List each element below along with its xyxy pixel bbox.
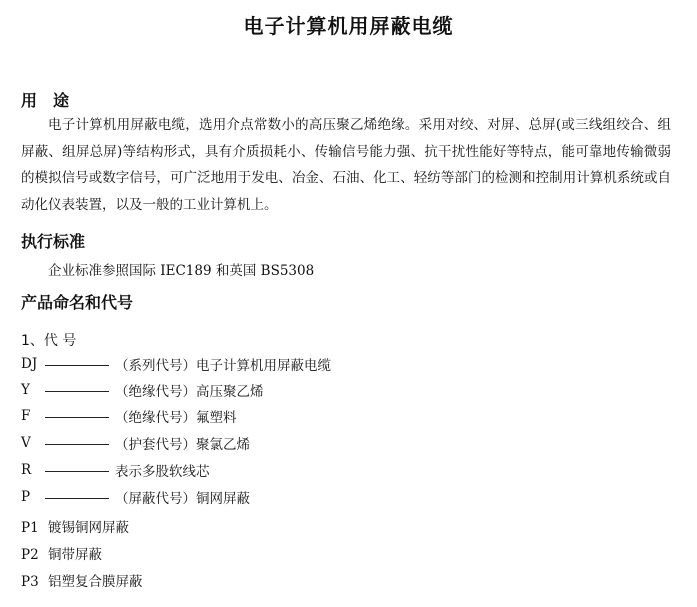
code-label: F xyxy=(21,408,31,424)
code-row-v xyxy=(21,433,250,453)
code-row-r xyxy=(21,460,210,480)
code-label: P xyxy=(21,489,31,505)
standard-heading: 执行标准 xyxy=(21,232,86,251)
naming-heading: 产品命名和代号 xyxy=(21,293,134,312)
dash-line xyxy=(45,365,109,366)
code-description: 铜带屏蔽 xyxy=(47,547,102,563)
code-description: 表示多股软线芯 xyxy=(115,464,210,480)
code-description: 镀锡铜网屏蔽 xyxy=(47,520,129,536)
document-title: 电子计算机用屏蔽电缆 xyxy=(243,14,454,38)
code-description: （护套代号）聚氯乙烯 xyxy=(115,437,250,453)
code-row-p2 xyxy=(21,543,102,563)
code-row-f xyxy=(21,406,237,426)
code-row-p xyxy=(21,487,250,507)
dash-line xyxy=(45,444,109,445)
code-label: Y xyxy=(21,382,30,398)
usage-paragraph: 电子计算机用屏蔽电缆，选用介点常数小的高压聚乙烯绝缘。采用对绞、对屏、总屏(或三线组绞合、组屏蔽、组屏总屏)等结构形式，具有介质损耗小、传输信号能力强、抗干扰性能好等特点，能可靠地传输微弱的模拟信号或数字信号，可广泛地用于发电、冶金、石油、化工、轻纺等部门的检测和控制用计算机系统或自动化仪表装置，以及一般的工业计算机上。 xyxy=(21,117,671,213)
code-description: 铝塑复合膜屏蔽 xyxy=(47,574,143,590)
code-row-dj xyxy=(21,354,331,374)
code-label: P1 xyxy=(21,520,39,536)
code-label: DJ xyxy=(21,356,38,372)
code-description: （绝缘代号）高压聚乙烯 xyxy=(115,384,264,400)
code-label: V xyxy=(21,435,31,451)
usage-heading: 用 途 xyxy=(21,91,70,110)
code-label: R xyxy=(21,462,32,478)
code-row-p1 xyxy=(21,516,129,536)
code-description: （屏蔽代号）铜网屏蔽 xyxy=(115,491,250,507)
dash-line xyxy=(45,471,109,472)
dash-line xyxy=(45,417,109,418)
code-row-y xyxy=(21,380,264,400)
code-description: （系列代号）电子计算机用屏蔽电缆 xyxy=(115,358,331,374)
dash-line xyxy=(45,498,109,499)
standard-text: 企业标准参照国际 IEC189 和英国 BS5308 xyxy=(48,263,315,279)
codes-subheading: 1、代 号 xyxy=(21,333,77,349)
code-label: P2 xyxy=(21,547,39,563)
code-label: P3 xyxy=(21,574,39,590)
code-row-p3 xyxy=(21,570,142,590)
dash-line xyxy=(45,391,109,392)
code-description: （绝缘代号）氟塑料 xyxy=(115,410,237,426)
